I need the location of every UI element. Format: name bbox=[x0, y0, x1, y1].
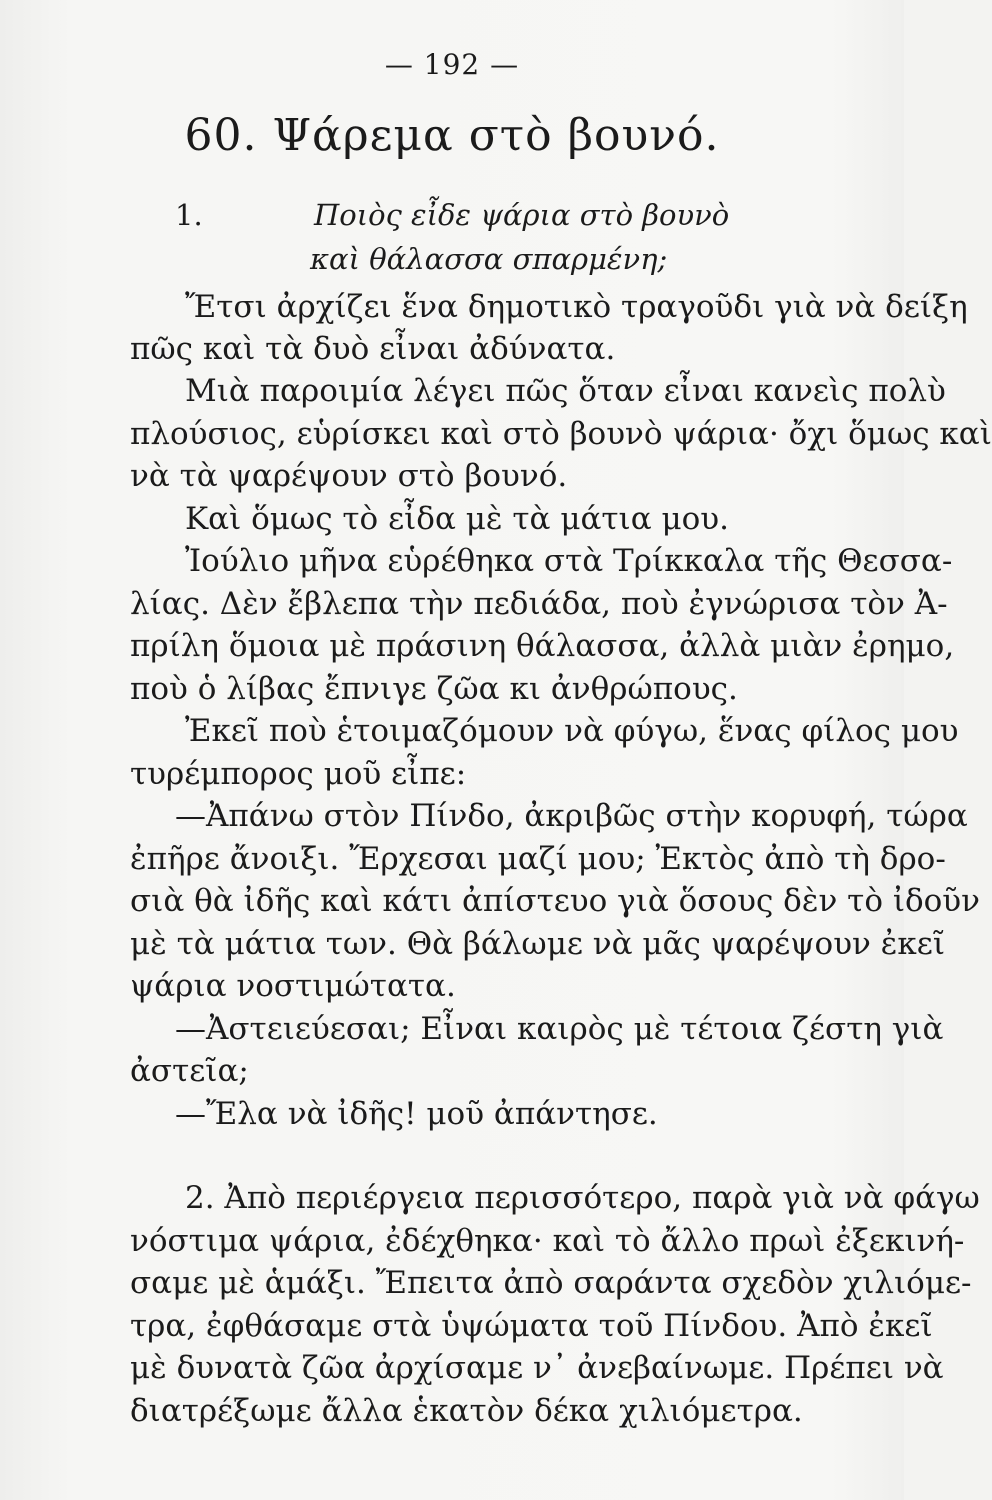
text-line: ποὺ ὁ λίβας ἔπνιγε ζῶα κι ἀνθρώπους. bbox=[130, 671, 738, 707]
text-line: Ἰούλιο μῆνα εὑρέθηκα στὰ Τρίκκαλα τῆς Θεσσα- bbox=[185, 543, 953, 579]
text-line: μὲ δυνατὰ ζῶα ἀρχίσαμε ν᾽ ἀνεβαίνωμε. Πρέπει νὰ bbox=[130, 1350, 944, 1386]
text-line: διατρέξωμε ἄλλα ἑκατὸν δέκα χιλιόμετρα. bbox=[130, 1393, 803, 1429]
text-line: —Ἀπάνω στὸν Πίνδο, ἀκριβῶς στὴν κορυφή, τώρα bbox=[175, 798, 968, 834]
text-line: πλούσιος, εὑρίσκει καὶ στὸ βουνὸ ψάρια· ὄχι ὅμως καὶ bbox=[130, 416, 992, 452]
text-line: σιὰ θὰ ἰδῆς καὶ κάτι ἀπίστευο γιὰ ὅσους δὲν τὸ ἰδοῦν bbox=[130, 883, 981, 919]
section-number: 1. bbox=[175, 198, 203, 232]
text-line: Ἔτσι ἀρχίζει ἕνα δημοτικὸ τραγοῦδι γιὰ νὰ δείξη bbox=[185, 289, 968, 325]
text-line: πῶς καὶ τὰ δυὸ εἶναι ἀδύνατα. bbox=[130, 331, 616, 367]
text-line: —Ἔλα νὰ ἰδῆς! μοῦ ἀπάντησε. bbox=[175, 1096, 658, 1132]
text-line: ψάρια νοστιμώτατα. bbox=[130, 968, 456, 1004]
text-line: —Ἀστειεύεσαι; Εἶναι καιρὸς μὲ τέτοια ζέστη γιὰ bbox=[175, 1011, 944, 1047]
chapter-title: 60. Ψάρεμα στὸ βουνό. bbox=[184, 110, 720, 161]
text-line: 2. Ἀπὸ περιέργεια περισσότερο, παρὰ γιὰ νὰ φάγω bbox=[185, 1180, 980, 1216]
epigraph-line: καὶ θάλασσα σπαρμένη; bbox=[310, 242, 668, 276]
text-line: Καὶ ὅμως τὸ εἶδα μὲ τὰ μάτια μου. bbox=[185, 501, 729, 537]
text-line: τυρέμπορος μοῦ εἶπε: bbox=[130, 756, 467, 792]
text-line: σαμε μὲ ἁμάξι. Ἔπειτα ἀπὸ σαράντα σχεδὸν χιλιόμε- bbox=[130, 1265, 972, 1301]
text-line: ἀστεῖα; bbox=[130, 1053, 249, 1089]
text-line: Μιὰ παροιμία λέγει πῶς ὅταν εἶναι κανεὶς πολὺ bbox=[185, 373, 946, 409]
page-number: — 192 — bbox=[384, 48, 520, 81]
text-line: λίας. Δὲν ἔβλεπα τὴν πεδιάδα, ποὺ ἐγνώρισα τὸν Ἀ- bbox=[130, 586, 948, 622]
text-line: νὰ τὰ ψαρέψουν στὸ βουνό. bbox=[130, 458, 568, 494]
text-line: Ἐκεῖ ποὺ ἑτοιμαζόμουν νὰ φύγω, ἕνας φίλος μου bbox=[185, 713, 959, 749]
epigraph-line: Ποιὸς εἶδε ψάρια στὸ βουνὸ bbox=[314, 198, 730, 232]
text-line: μὲ τὰ μάτια των. Θὰ βάλωμε νὰ μᾶς ψαρέψουν ἐκεῖ bbox=[130, 926, 945, 962]
text-line: νόστιμα ψάρια, ἐδέχθηκα· καὶ τὸ ἄλλο πρωὶ ἐξεκινή- bbox=[130, 1223, 965, 1259]
text-line: πρίλη ὅμοια μὲ πράσινη θάλασσα, ἀλλὰ μιὰν ἐρημο, bbox=[130, 628, 955, 664]
text-line: τρα, ἐφθάσαμε στὰ ὑψώματα τοῦ Πίνδου. Ἀπὸ ἐκεῖ bbox=[130, 1308, 933, 1344]
text-line: ἐπῆρε ἄνοιξι. Ἔρχεσαι μαζί μου; Ἐκτὸς ἀπὸ τὴ δρο- bbox=[130, 841, 946, 877]
